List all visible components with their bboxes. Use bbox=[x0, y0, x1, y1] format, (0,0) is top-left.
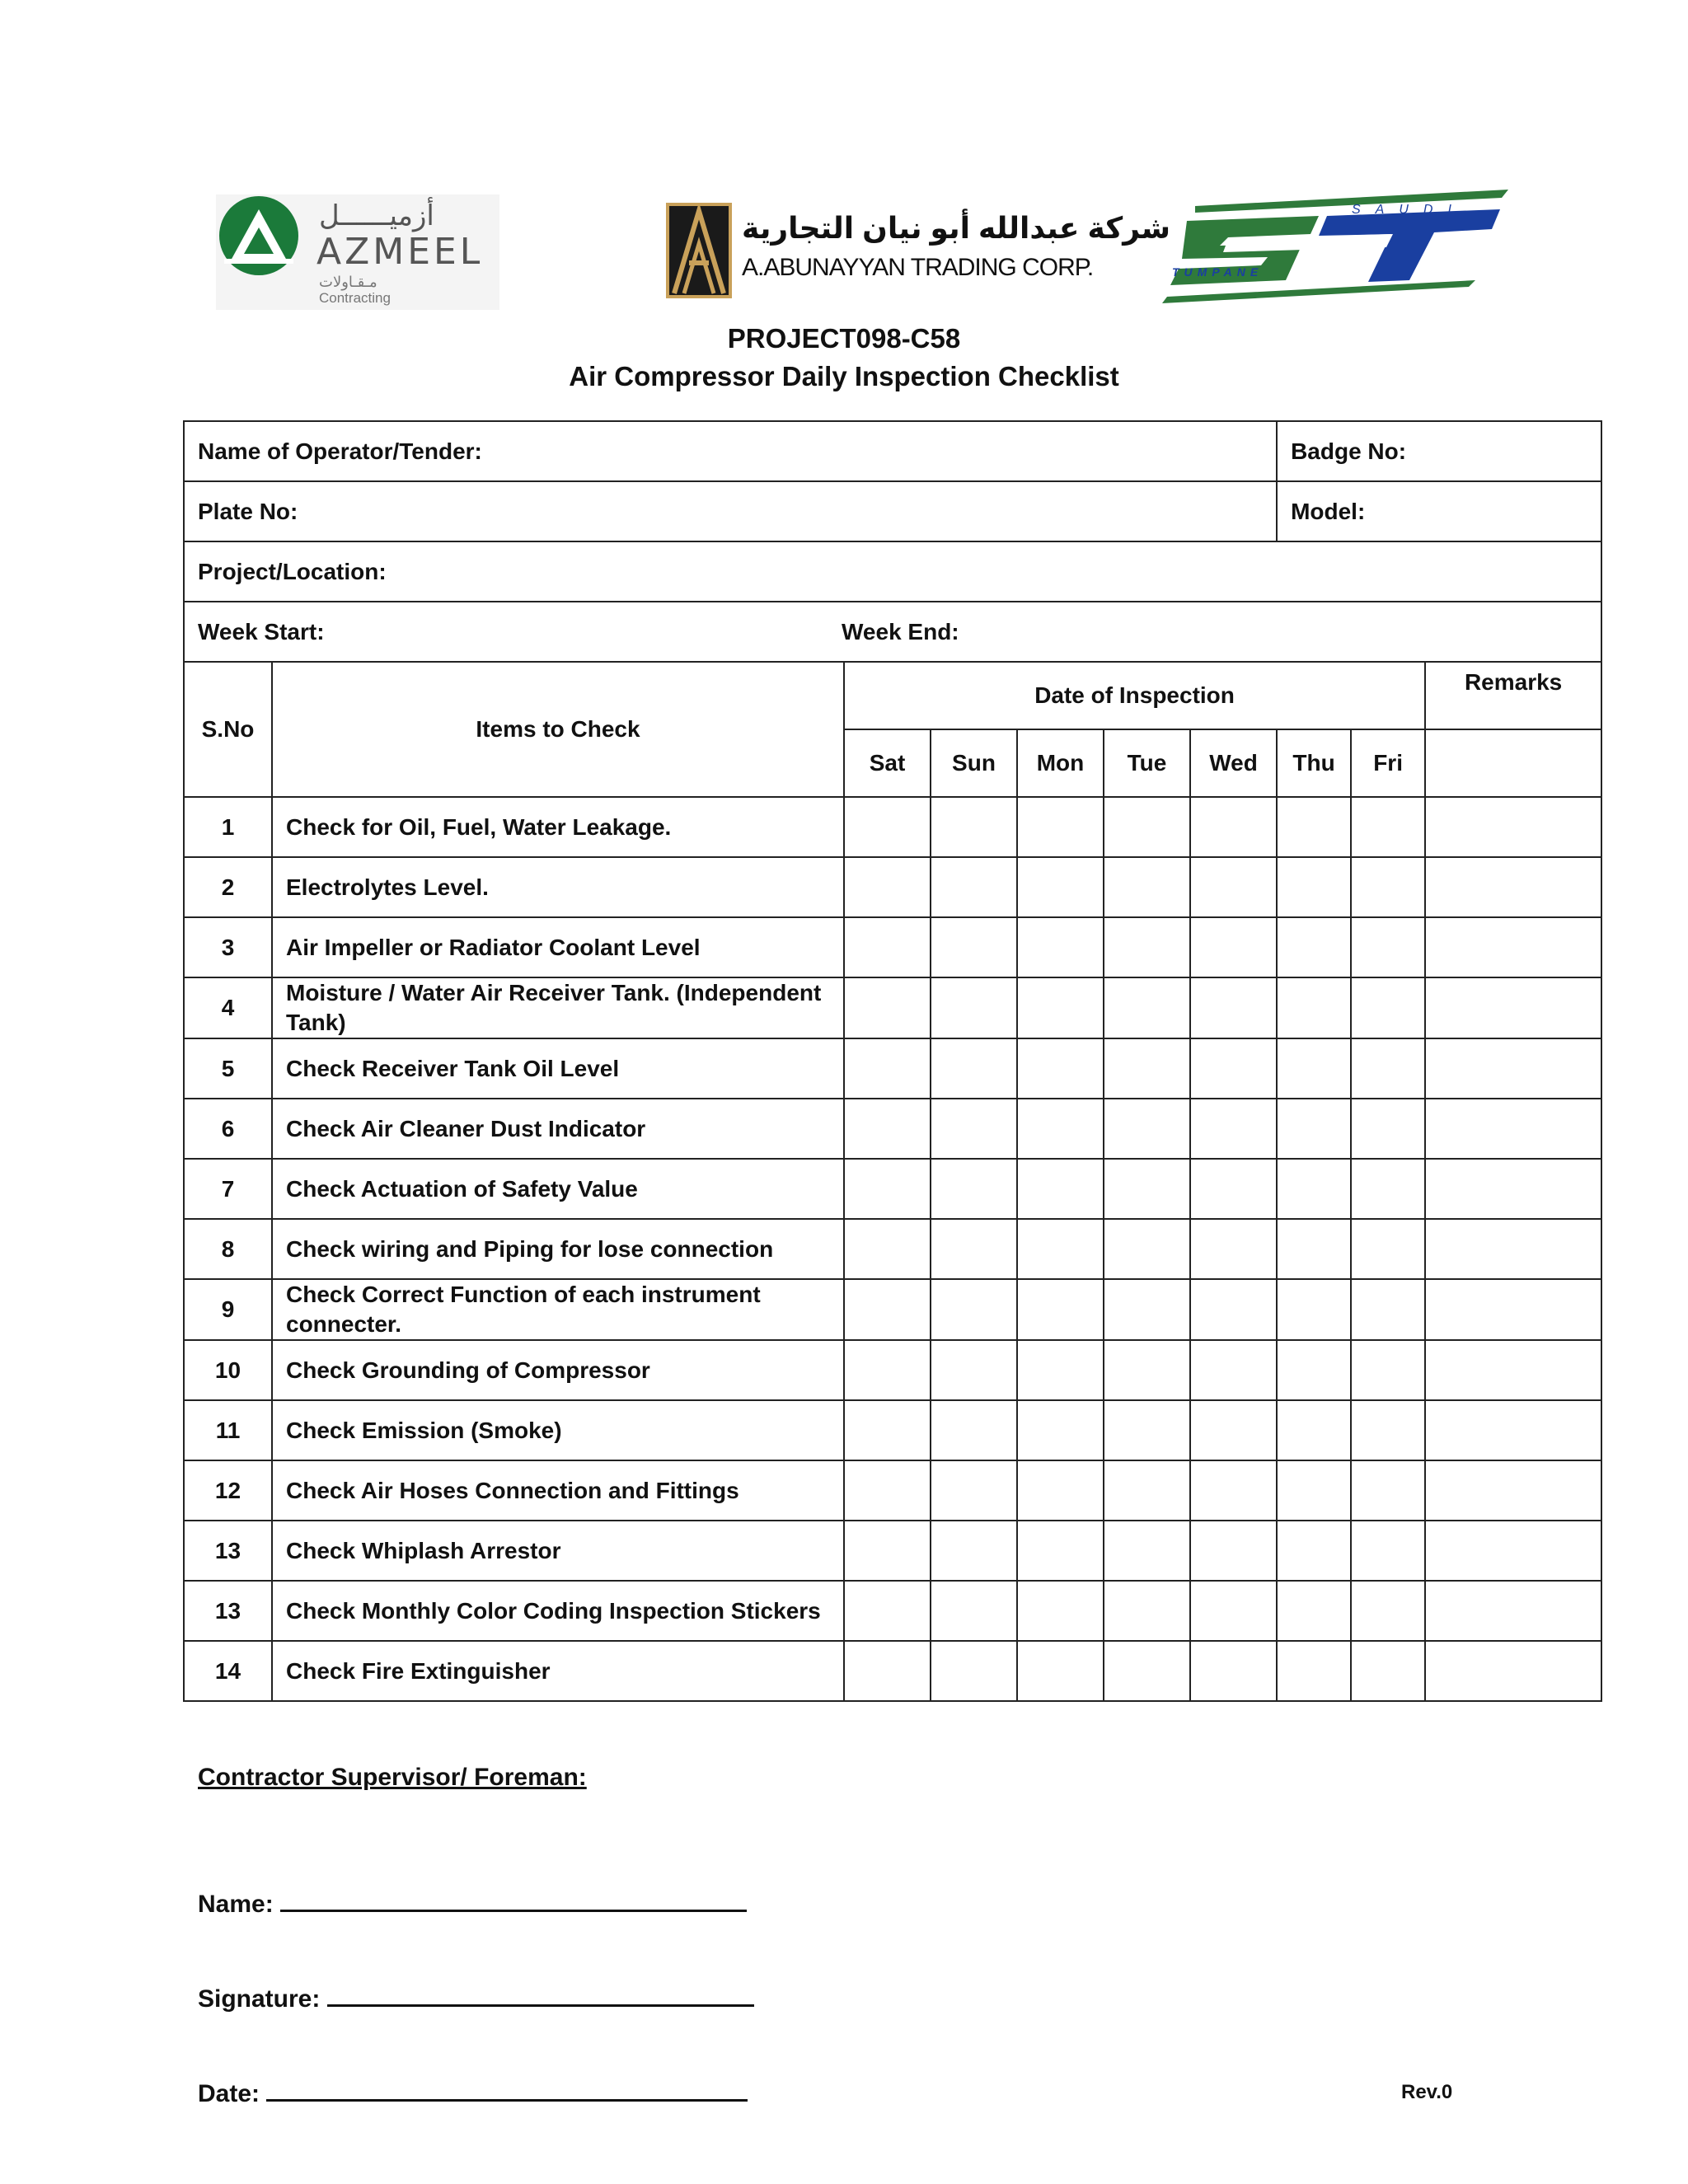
check-cell-mon[interactable] bbox=[1017, 1641, 1104, 1701]
row-item: Check for Oil, Fuel, Water Leakage. bbox=[272, 797, 844, 857]
check-cell-sat[interactable] bbox=[844, 1219, 931, 1279]
check-cell-sat[interactable] bbox=[844, 1460, 931, 1521]
row-item: Check Fire Extinguisher bbox=[272, 1641, 844, 1701]
row-item: Electrolytes Level. bbox=[272, 857, 844, 917]
remarks-subheader bbox=[1425, 729, 1601, 797]
check-cell-sun[interactable] bbox=[931, 1460, 1017, 1521]
remarks-cell[interactable] bbox=[1425, 1521, 1601, 1581]
check-cell-wed[interactable] bbox=[1190, 1038, 1277, 1099]
check-cell-mon[interactable] bbox=[1017, 1099, 1104, 1159]
check-cell-mon[interactable] bbox=[1017, 977, 1104, 1038]
check-cell-sun[interactable] bbox=[931, 797, 1017, 857]
row-number: 12 bbox=[184, 1460, 272, 1521]
abunayyan-name: A.ABUNAYYAN TRADING CORP. bbox=[742, 254, 1094, 281]
check-cell-sat[interactable] bbox=[844, 797, 931, 857]
check-cell-sun[interactable] bbox=[931, 1279, 1017, 1340]
check-cell-wed[interactable] bbox=[1190, 977, 1277, 1038]
remarks-cell[interactable] bbox=[1425, 1400, 1601, 1460]
remarks-cell[interactable] bbox=[1425, 1279, 1601, 1340]
check-cell-sun[interactable] bbox=[931, 917, 1017, 977]
table-row bbox=[184, 917, 1601, 977]
azmeel-sub-arabic: مـقـاولات bbox=[319, 274, 377, 290]
row-number: 10 bbox=[184, 1340, 272, 1400]
check-cell-thu[interactable] bbox=[1277, 1159, 1351, 1219]
date-field[interactable] bbox=[198, 2076, 748, 2108]
azmeel-sub: Contracting bbox=[319, 290, 391, 306]
project-row bbox=[184, 541, 1601, 602]
check-cell-thu[interactable] bbox=[1277, 1340, 1351, 1400]
check-cell-tue[interactable] bbox=[1104, 1099, 1190, 1159]
check-cell-wed[interactable] bbox=[1190, 797, 1277, 857]
abunayyan-emblem-icon bbox=[666, 203, 732, 298]
check-cell-wed[interactable] bbox=[1190, 1099, 1277, 1159]
check-cell-sun[interactable] bbox=[931, 1400, 1017, 1460]
table-row bbox=[184, 1400, 1601, 1460]
check-cell-thu[interactable] bbox=[1277, 1400, 1351, 1460]
day-header-sun: Sun bbox=[931, 729, 1017, 797]
check-cell-mon[interactable] bbox=[1017, 1279, 1104, 1340]
check-cell-tue[interactable] bbox=[1104, 1159, 1190, 1219]
check-cell-fri[interactable] bbox=[1351, 1038, 1425, 1099]
day-header-tue: Tue bbox=[1104, 729, 1190, 797]
check-cell-sun[interactable] bbox=[931, 1340, 1017, 1400]
table-row bbox=[184, 1521, 1601, 1581]
row-number: 1 bbox=[184, 797, 272, 857]
check-cell-tue[interactable] bbox=[1104, 977, 1190, 1038]
row-item: Check wiring and Piping for lose connection bbox=[272, 1219, 844, 1279]
check-cell-fri[interactable] bbox=[1351, 1581, 1425, 1641]
check-cell-fri[interactable] bbox=[1351, 1340, 1425, 1400]
date-label: Date: bbox=[198, 2080, 260, 2107]
table-row bbox=[184, 1641, 1601, 1701]
row-item: Check Receiver Tank Oil Level bbox=[272, 1038, 844, 1099]
check-cell-sat[interactable] bbox=[844, 1159, 931, 1219]
plate-label: Plate No: bbox=[198, 498, 298, 524]
items-header: Items to Check bbox=[272, 662, 844, 797]
day-header-sat: Sat bbox=[844, 729, 931, 797]
check-cell-sat[interactable] bbox=[844, 1099, 931, 1159]
row-item: Check Correct Function of each instrument connecter. bbox=[272, 1279, 844, 1340]
check-cell-tue[interactable] bbox=[1104, 1521, 1190, 1581]
table-row bbox=[184, 857, 1601, 917]
row-number: 13 bbox=[184, 1521, 272, 1581]
row-number: 6 bbox=[184, 1099, 272, 1159]
check-cell-tue[interactable] bbox=[1104, 1038, 1190, 1099]
remarks-header: Remarks bbox=[1425, 662, 1601, 729]
check-cell-mon[interactable] bbox=[1017, 1581, 1104, 1641]
check-cell-wed[interactable] bbox=[1190, 1460, 1277, 1521]
table-row bbox=[184, 797, 1601, 857]
check-cell-thu[interactable] bbox=[1277, 917, 1351, 977]
table-row bbox=[184, 1581, 1601, 1641]
date-line[interactable] bbox=[266, 2076, 748, 2102]
check-cell-mon[interactable] bbox=[1017, 797, 1104, 857]
abunayyan-logo bbox=[666, 203, 1171, 298]
check-cell-thu[interactable] bbox=[1277, 1460, 1351, 1521]
check-cell-fri[interactable] bbox=[1351, 1521, 1425, 1581]
title-block bbox=[0, 320, 1688, 396]
check-cell-thu[interactable] bbox=[1277, 1279, 1351, 1340]
check-cell-wed[interactable] bbox=[1190, 1340, 1277, 1400]
project-code: PROJECT098-C58 bbox=[727, 323, 961, 354]
row-item: Check Emission (Smoke) bbox=[272, 1400, 844, 1460]
row-number: 14 bbox=[184, 1641, 272, 1701]
week-field[interactable] bbox=[184, 602, 1601, 662]
check-cell-fri[interactable] bbox=[1351, 1159, 1425, 1219]
remarks-cell[interactable] bbox=[1425, 1099, 1601, 1159]
row-number: 11 bbox=[184, 1400, 272, 1460]
check-cell-fri[interactable] bbox=[1351, 1400, 1425, 1460]
table-row bbox=[184, 1460, 1601, 1521]
signature-label: Signature: bbox=[198, 1985, 321, 2013]
check-cell-sat[interactable] bbox=[844, 1340, 931, 1400]
check-cell-mon[interactable] bbox=[1017, 1219, 1104, 1279]
plate-row bbox=[184, 481, 1601, 541]
check-cell-mon[interactable] bbox=[1017, 1340, 1104, 1400]
check-cell-sun[interactable] bbox=[931, 1581, 1017, 1641]
check-cell-sun[interactable] bbox=[931, 1641, 1017, 1701]
day-header-mon: Mon bbox=[1017, 729, 1104, 797]
table-row bbox=[184, 1340, 1601, 1400]
row-item: Check Grounding of Compressor bbox=[272, 1340, 844, 1400]
check-cell-mon[interactable] bbox=[1017, 857, 1104, 917]
project-field[interactable] bbox=[184, 541, 1601, 602]
check-cell-fri[interactable] bbox=[1351, 857, 1425, 917]
check-cell-sat[interactable] bbox=[844, 1521, 931, 1581]
check-cell-thu[interactable] bbox=[1277, 1581, 1351, 1641]
check-cell-fri[interactable] bbox=[1351, 1279, 1425, 1340]
row-item: Check Air Cleaner Dust Indicator bbox=[272, 1099, 844, 1159]
check-cell-tue[interactable] bbox=[1104, 1340, 1190, 1400]
check-cell-thu[interactable] bbox=[1277, 1099, 1351, 1159]
day-header-fri: Fri bbox=[1351, 729, 1425, 797]
check-cell-wed[interactable] bbox=[1190, 1159, 1277, 1219]
row-number: 5 bbox=[184, 1038, 272, 1099]
check-cell-thu[interactable] bbox=[1277, 1641, 1351, 1701]
plate-field[interactable] bbox=[184, 481, 1277, 541]
remarks-cell[interactable] bbox=[1425, 1159, 1601, 1219]
table-row bbox=[184, 1159, 1601, 1219]
azmeel-name: AZMEEL bbox=[316, 231, 484, 273]
check-cell-fri[interactable] bbox=[1351, 1219, 1425, 1279]
row-item: Check Monthly Color Coding Inspection Stickers bbox=[272, 1581, 844, 1641]
check-cell-sat[interactable] bbox=[844, 1641, 931, 1701]
check-cell-thu[interactable] bbox=[1277, 1038, 1351, 1099]
check-cell-sat[interactable] bbox=[844, 917, 931, 977]
tumpane-bottom-text: TUMPANE bbox=[1172, 265, 1264, 279]
row-item: Air Impeller or Radiator Coolant Level bbox=[272, 917, 844, 977]
check-cell-sat[interactable] bbox=[844, 1279, 931, 1340]
remarks-cell[interactable] bbox=[1425, 1581, 1601, 1641]
check-cell-mon[interactable] bbox=[1017, 1521, 1104, 1581]
check-cell-sun[interactable] bbox=[931, 977, 1017, 1038]
check-cell-mon[interactable] bbox=[1017, 1159, 1104, 1219]
check-cell-tue[interactable] bbox=[1104, 1219, 1190, 1279]
azmeel-arabic: أزميــــــل bbox=[319, 200, 434, 232]
row-number: 9 bbox=[184, 1279, 272, 1340]
check-cell-fri[interactable] bbox=[1351, 1099, 1425, 1159]
check-cell-thu[interactable] bbox=[1277, 1521, 1351, 1581]
remarks-cell[interactable] bbox=[1425, 1219, 1601, 1279]
tumpane-logo bbox=[1162, 188, 1508, 303]
table-header-row-1 bbox=[184, 662, 1601, 729]
row-number: 7 bbox=[184, 1159, 272, 1219]
logo-bar bbox=[0, 188, 1688, 306]
table-row bbox=[184, 1219, 1601, 1279]
check-cell-sat[interactable] bbox=[844, 1581, 931, 1641]
check-cell-wed[interactable] bbox=[1190, 917, 1277, 977]
check-cell-fri[interactable] bbox=[1351, 917, 1425, 977]
check-cell-thu[interactable] bbox=[1277, 1219, 1351, 1279]
check-cell-tue[interactable] bbox=[1104, 1279, 1190, 1340]
row-item: Check Actuation of Safety Value bbox=[272, 1159, 844, 1219]
tumpane-top-text: SAUDI bbox=[1352, 203, 1466, 217]
check-cell-wed[interactable] bbox=[1190, 1521, 1277, 1581]
check-cell-wed[interactable] bbox=[1190, 1279, 1277, 1340]
row-item: Moisture / Water Air Receiver Tank. (Independent Tank) bbox=[272, 977, 844, 1038]
azmeel-logo bbox=[216, 194, 499, 310]
row-item: Check Whiplash Arrestor bbox=[272, 1521, 844, 1581]
check-cell-tue[interactable] bbox=[1104, 1641, 1190, 1701]
check-cell-sat[interactable] bbox=[844, 1400, 931, 1460]
date-header: Date of Inspection bbox=[844, 662, 1425, 729]
check-cell-sun[interactable] bbox=[931, 1219, 1017, 1279]
table-row bbox=[184, 1279, 1601, 1340]
badge-label: Badge No: bbox=[1291, 438, 1407, 464]
project-label: Project/Location: bbox=[198, 558, 387, 584]
operator-label: Name of Operator/Tender: bbox=[198, 438, 482, 464]
page-title: Air Compressor Daily Inspection Checklist bbox=[569, 361, 1119, 391]
name-line[interactable] bbox=[280, 1886, 747, 1912]
day-header-wed: Wed bbox=[1190, 729, 1277, 797]
revision-label: Rev.0 bbox=[1401, 2081, 1453, 2103]
week-start-label: Week Start: bbox=[198, 618, 325, 644]
check-cell-sat[interactable] bbox=[844, 977, 931, 1038]
check-cell-thu[interactable] bbox=[1277, 977, 1351, 1038]
check-cell-wed[interactable] bbox=[1190, 857, 1277, 917]
name-field[interactable] bbox=[198, 1886, 747, 1919]
check-cell-mon[interactable] bbox=[1017, 1460, 1104, 1521]
sno-header: S.No bbox=[184, 662, 272, 797]
check-cell-wed[interactable] bbox=[1190, 1641, 1277, 1701]
inspection-table bbox=[183, 420, 1602, 1702]
remarks-cell[interactable] bbox=[1425, 1641, 1601, 1701]
operator-field[interactable] bbox=[184, 421, 1277, 481]
table-row bbox=[184, 1038, 1601, 1099]
operator-row bbox=[184, 421, 1601, 481]
remarks-cell[interactable] bbox=[1425, 1460, 1601, 1521]
check-cell-fri[interactable] bbox=[1351, 977, 1425, 1038]
check-cell-wed[interactable] bbox=[1190, 1581, 1277, 1641]
row-number: 13 bbox=[184, 1581, 272, 1641]
check-cell-tue[interactable] bbox=[1104, 917, 1190, 977]
check-cell-tue[interactable] bbox=[1104, 1460, 1190, 1521]
row-number: 2 bbox=[184, 857, 272, 917]
signature-field[interactable] bbox=[198, 1981, 754, 2013]
check-cell-thu[interactable] bbox=[1277, 797, 1351, 857]
check-cell-sun[interactable] bbox=[931, 857, 1017, 917]
check-cell-sun[interactable] bbox=[931, 1521, 1017, 1581]
check-cell-sun[interactable] bbox=[931, 1159, 1017, 1219]
check-cell-sat[interactable] bbox=[844, 857, 931, 917]
row-number: 4 bbox=[184, 977, 272, 1038]
row-item: Check Air Hoses Connection and Fittings bbox=[272, 1460, 844, 1521]
model-field[interactable] bbox=[1277, 481, 1601, 541]
table-row bbox=[184, 977, 1601, 1038]
remarks-cell[interactable] bbox=[1425, 857, 1601, 917]
check-cell-sat[interactable] bbox=[844, 1038, 931, 1099]
abunayyan-arabic: شركة عبدالله أبو نيان التجارية bbox=[742, 211, 1171, 245]
signature-line[interactable] bbox=[327, 1981, 754, 2007]
check-cell-fri[interactable] bbox=[1351, 797, 1425, 857]
check-cell-sun[interactable] bbox=[931, 1099, 1017, 1159]
badge-field[interactable] bbox=[1277, 421, 1601, 481]
week-end-label: Week End: bbox=[842, 618, 959, 644]
day-header-thu: Thu bbox=[1277, 729, 1351, 797]
remarks-cell[interactable] bbox=[1425, 1038, 1601, 1099]
check-cell-tue[interactable] bbox=[1104, 797, 1190, 857]
check-cell-wed[interactable] bbox=[1190, 1400, 1277, 1460]
remarks-cell[interactable] bbox=[1425, 917, 1601, 977]
check-cell-mon[interactable] bbox=[1017, 1038, 1104, 1099]
check-cell-wed[interactable] bbox=[1190, 1219, 1277, 1279]
check-cell-tue[interactable] bbox=[1104, 857, 1190, 917]
check-cell-mon[interactable] bbox=[1017, 917, 1104, 977]
remarks-cell[interactable] bbox=[1425, 1340, 1601, 1400]
check-cell-tue[interactable] bbox=[1104, 1581, 1190, 1641]
check-cell-tue[interactable] bbox=[1104, 1400, 1190, 1460]
row-number: 8 bbox=[184, 1219, 272, 1279]
supervisor-label: Contractor Supervisor/ Foreman: bbox=[198, 1764, 587, 1791]
table-row bbox=[184, 1099, 1601, 1159]
name-label: Name: bbox=[198, 1891, 274, 1918]
row-number: 3 bbox=[184, 917, 272, 977]
week-row bbox=[184, 602, 1601, 662]
model-label: Model: bbox=[1291, 498, 1366, 524]
remarks-cell[interactable] bbox=[1425, 977, 1601, 1038]
check-cell-fri[interactable] bbox=[1351, 1641, 1425, 1701]
check-cell-thu[interactable] bbox=[1277, 857, 1351, 917]
check-cell-mon[interactable] bbox=[1017, 1400, 1104, 1460]
check-cell-sun[interactable] bbox=[931, 1038, 1017, 1099]
check-cell-fri[interactable] bbox=[1351, 1460, 1425, 1521]
remarks-cell[interactable] bbox=[1425, 797, 1601, 857]
